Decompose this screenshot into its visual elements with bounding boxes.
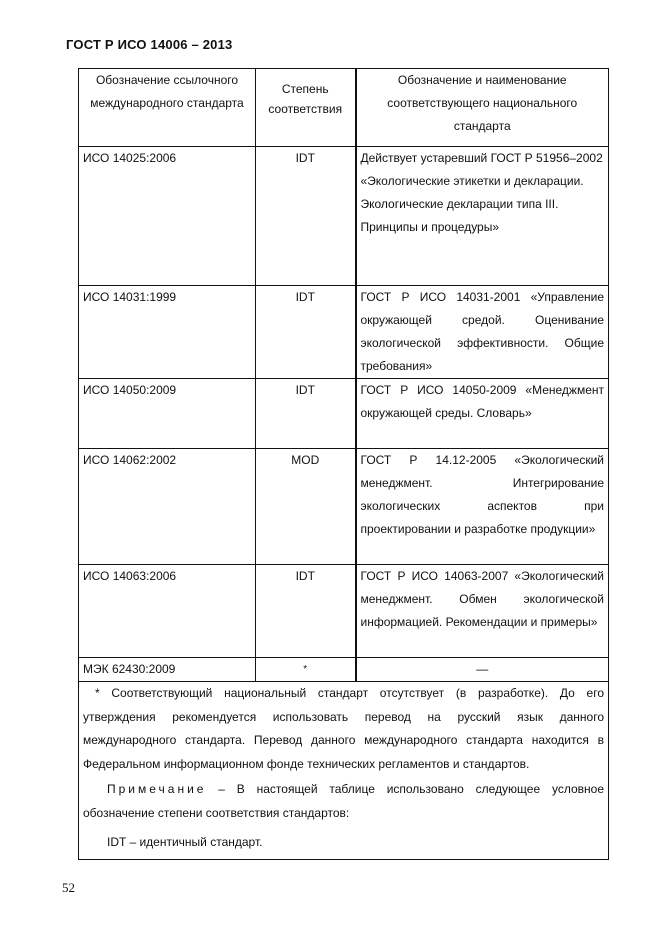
row-national: —: [356, 658, 609, 682]
table-row: [79, 147, 609, 286]
column-header-designation: Обозначение ссылочного международного стандарта: [79, 69, 256, 147]
table-row: [79, 449, 609, 565]
row-designation: ИСО 14050:2009: [79, 379, 256, 449]
note-idt: IDT – идентичный стандарт.: [107, 835, 263, 849]
note-text: – В настоящей таблице использовано следующее условное обозначение степени соответствия стандартов:: [83, 782, 604, 820]
row-designation: ИСО 14063:2006: [79, 565, 256, 658]
row-designation: МЭК 62430:2009: [79, 658, 256, 682]
note-paragraph: [83, 778, 604, 825]
row-designation: ИСО 14031:1999: [79, 286, 256, 379]
table-row: [79, 286, 609, 379]
footnote-text: * Соответствующий национальный стандарт отсутствует (в разработке). До его утверждения рекомендуется использовать перевод на русский язык данного международного стандарта. Перевод данного международного стандарта находится в Федеральном информационном фонде технических регламентов и стандартов.: [83, 686, 604, 771]
page-number: 52: [62, 880, 75, 895]
standards-table: [78, 68, 609, 860]
row-degree: IDT: [256, 286, 356, 379]
table-header-row: [79, 69, 609, 147]
row-degree: IDT: [256, 565, 356, 658]
table-footnote-cell: [79, 682, 609, 860]
row-degree: IDT: [256, 379, 356, 449]
row-national: ГОСТ Р ИСО 14063-2007 «Экологический менеджмент. Обмен экологической информацией. Рекомендации и примеры»: [356, 565, 609, 658]
row-degree: *: [256, 658, 356, 682]
table-row: [79, 565, 609, 658]
row-degree: MOD: [256, 449, 356, 565]
document-header: ГОСТ Р ИСО 14006 – 2013: [66, 37, 233, 52]
table-row: [79, 379, 609, 449]
row-degree: IDT: [256, 147, 356, 286]
row-designation: ИСО 14025:2006: [79, 147, 256, 286]
table-row: [79, 658, 609, 682]
row-designation: ИСО 14062:2002: [79, 449, 256, 565]
row-national: ГОСТ Р ИСО 14031-2001 «Управление окружающей средой. Оценивание экологической эффективности. Общие требования»: [356, 286, 609, 379]
note-label: Примечание: [107, 782, 207, 796]
row-national: Действует устаревший ГОСТ Р 51956–2002 «Экологические этикетки и декларации. Экологические декларации типа III. Принципы и процедуры»: [356, 147, 609, 286]
row-national: ГОСТ Р ИСО 14050-2009 «Менеджмент окружающей среды. Словарь»: [356, 379, 609, 449]
column-header-degree: Степень соответствия: [256, 69, 356, 147]
column-header-national: Обозначение и наименование соответствующего национального стандарта: [356, 69, 609, 147]
row-national: ГОСТ Р 14.12-2005 «Экологический менеджмент. Интегрирование экологических аспектов при проектировании и разработке продукции»: [356, 449, 609, 565]
table-footnote-row: [79, 682, 609, 860]
